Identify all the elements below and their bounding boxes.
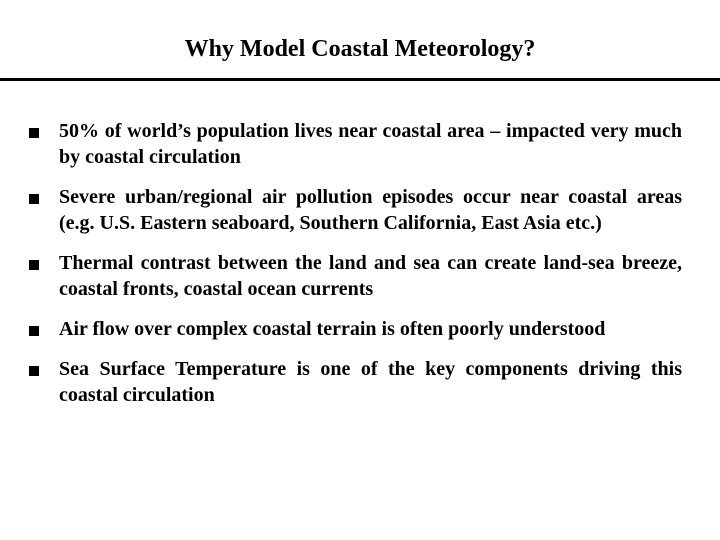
bullet-text: 50% of world’s population lives near coastal area – impacted very much by coastal circulation bbox=[59, 120, 682, 168]
bullet-item-air-pollution bbox=[0, 184, 720, 236]
bullet-item-population bbox=[0, 118, 720, 170]
bullet-item-terrain bbox=[0, 316, 720, 342]
square-bullet-icon bbox=[29, 366, 39, 376]
title-divider bbox=[0, 78, 720, 81]
slide-title: Why Model Coastal Meteorology? bbox=[184, 36, 536, 62]
bullet-text: Sea Surface Temperature is one of the key components driving this coastal circulation bbox=[59, 358, 682, 406]
bullet-text: Air flow over complex coastal terrain is often poorly understood bbox=[59, 318, 606, 340]
bullet-text: Severe urban/regional air pollution episodes occur near coastal areas (e.g. U.S. Eastern seaboard, Southern California, East Asia etc.) bbox=[59, 186, 682, 234]
bullet-item-sst bbox=[0, 356, 720, 408]
square-bullet-icon bbox=[29, 260, 39, 270]
square-bullet-icon bbox=[29, 128, 39, 138]
square-bullet-icon bbox=[29, 194, 39, 204]
bullet-item-thermal-contrast bbox=[0, 250, 720, 302]
bullet-text: Thermal contrast between the land and sea can create land-sea breeze, coastal fronts, coastal ocean currents bbox=[59, 252, 682, 300]
bullet-list bbox=[0, 118, 720, 422]
square-bullet-icon bbox=[29, 326, 39, 336]
